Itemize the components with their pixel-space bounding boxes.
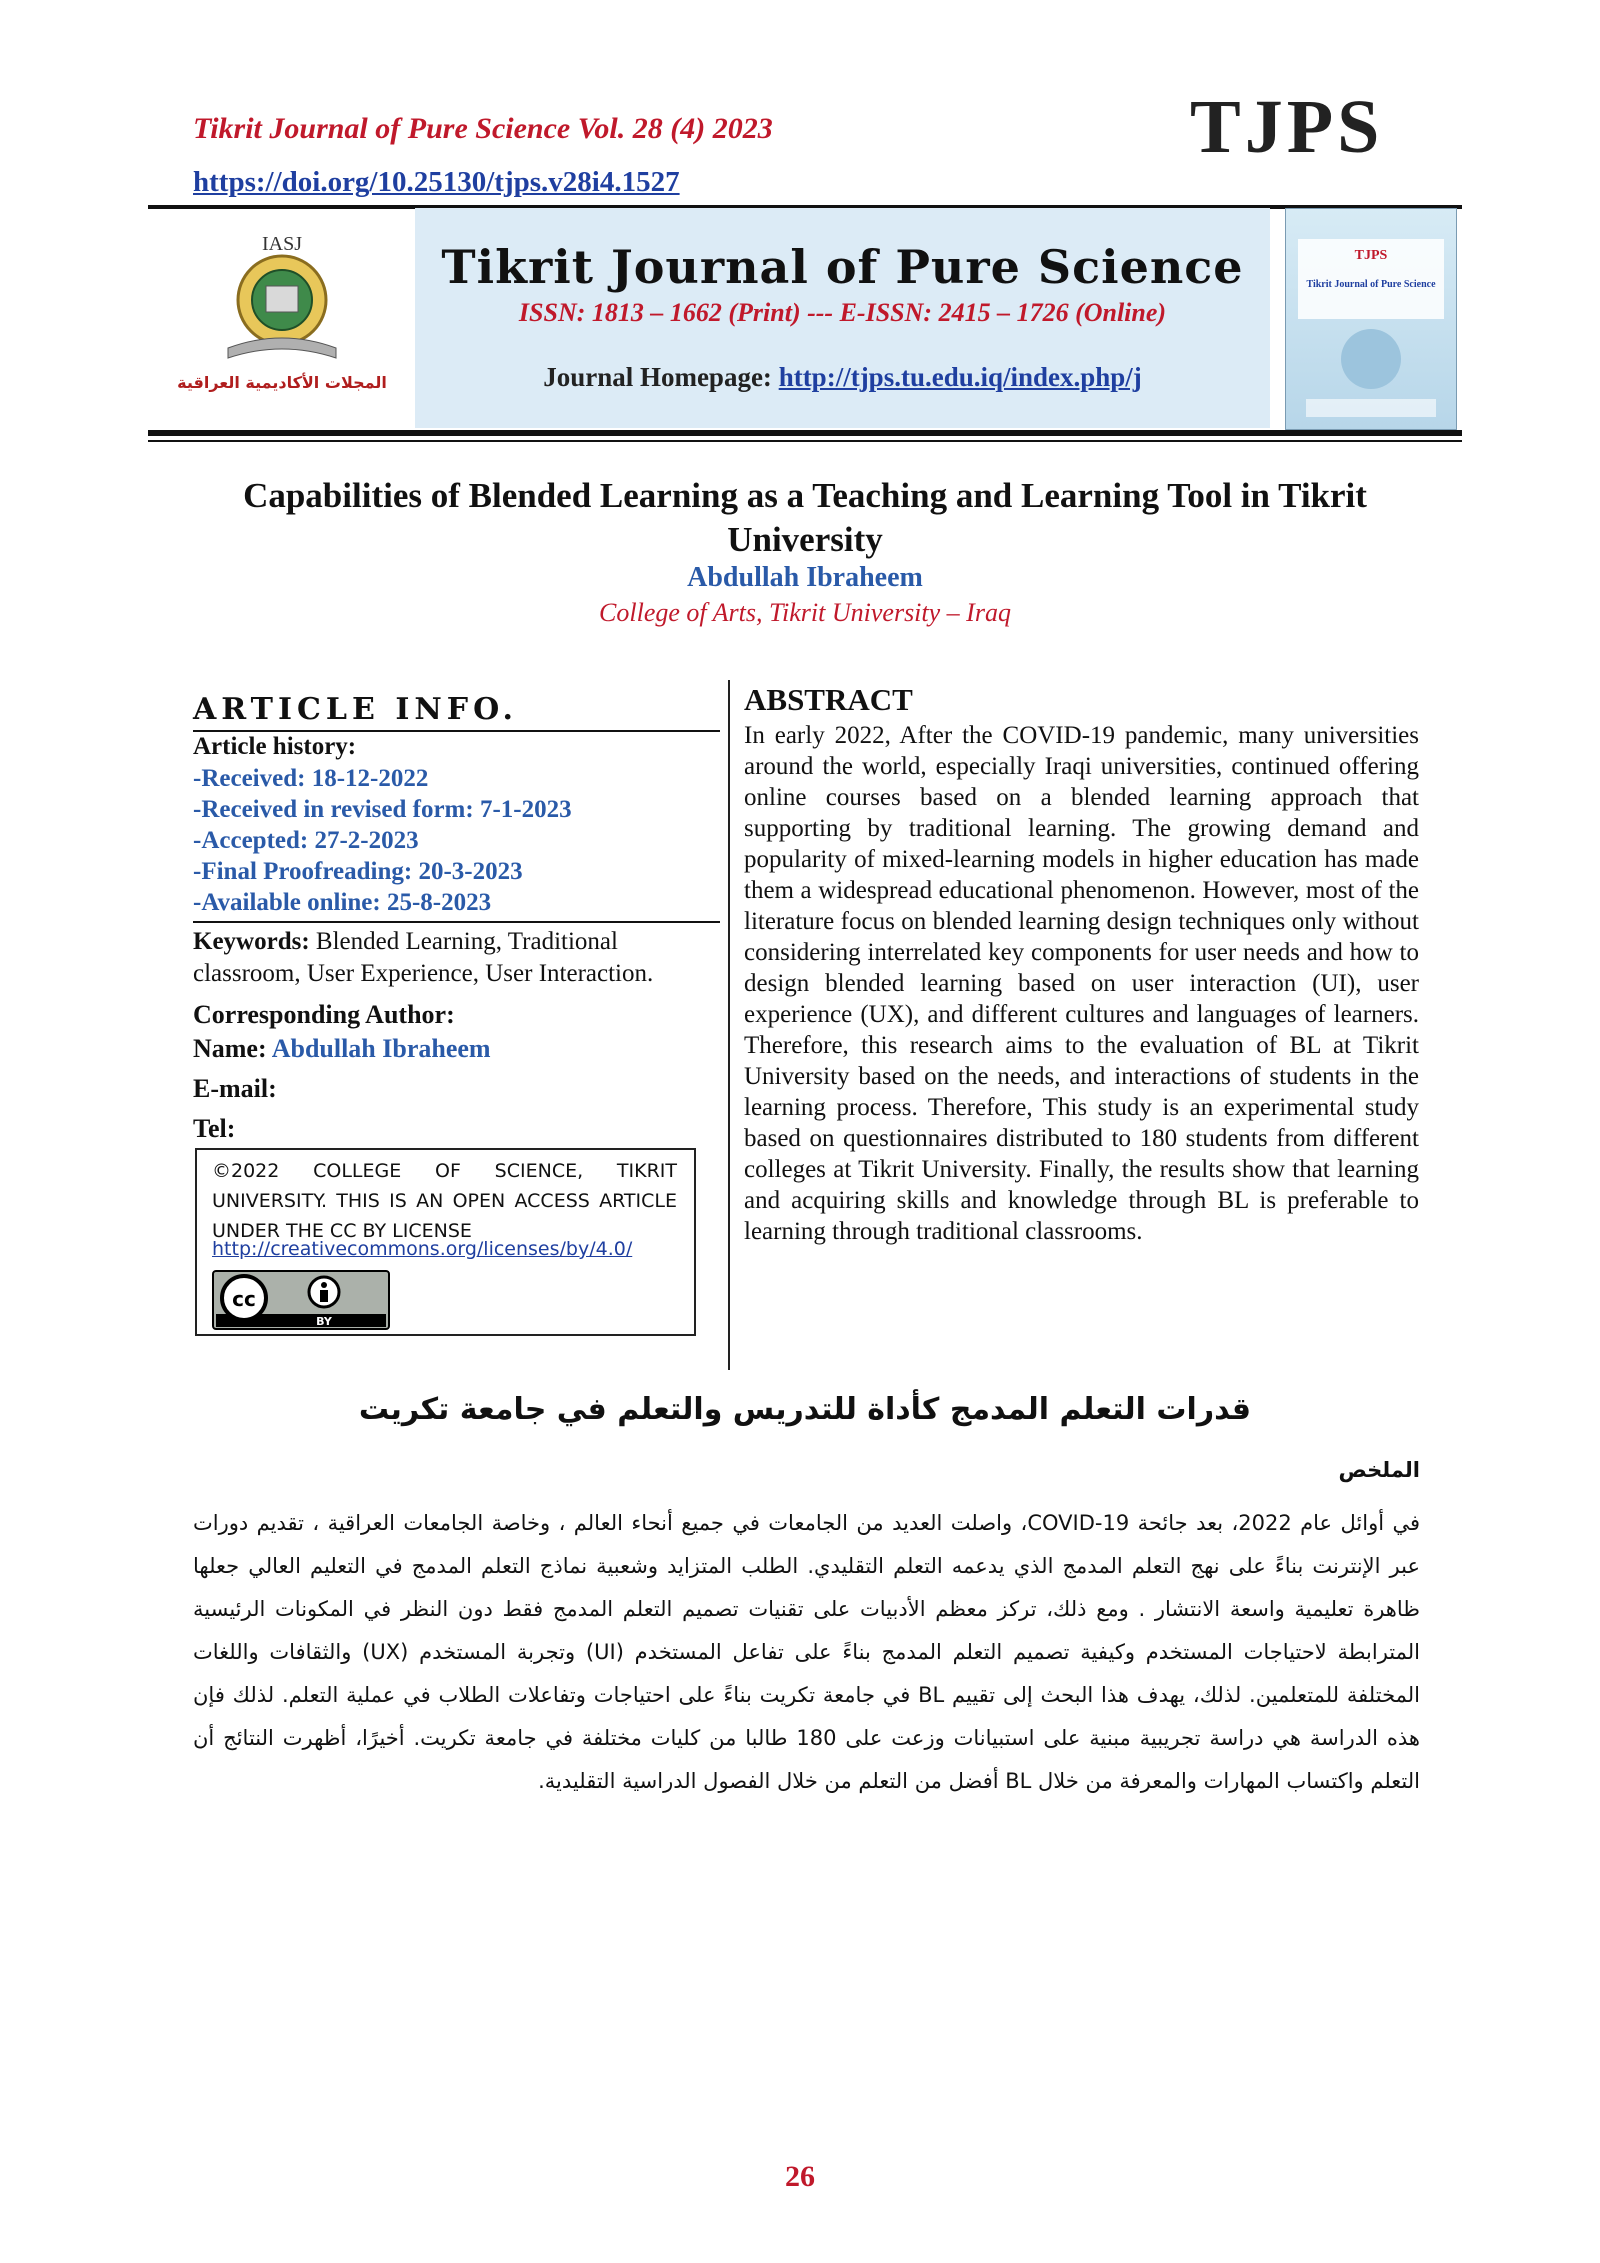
arabic-abstract-heading: الملخص: [1338, 1458, 1420, 1482]
arabic-title: قدرات التعلم المدمج كأداة للتدريس والتعلم في جامعة تكريت: [358, 1392, 1252, 1427]
journal-homepage: [415, 362, 1270, 393]
abstract-heading: ABSTRACT: [744, 682, 913, 717]
journal-line: Tikrit Journal of Pure Science Vol. 28 (4) 2023: [193, 112, 773, 145]
banner-title: Tikrit Journal of Pure Science: [441, 240, 1244, 294]
author-name: Abdullah Ibraheem: [687, 562, 923, 593]
cover-title: Tikrit Journal of Pure Science: [1306, 279, 1436, 290]
email-label: E-mail:: [193, 1074, 277, 1103]
column-divider: [728, 680, 730, 1370]
license-link[interactable]: http://creativecommons.org/licenses/by/4.0/: [212, 1238, 633, 1260]
license-text: ©2022 COLLEGE OF SCIENCE, TIKRIT UNIVERSITY. THIS IS AN OPEN ACCESS ARTICLE UNDER THE CC BY LICENSE: [212, 1160, 677, 1242]
arabic-abstract-body: في أوائل عام 2022، بعد جائحة COVID-19، واصلت العديد من الجامعات في جميع أنحاء العالم ، وخاصة الجامعات العراقية ، تقديم دورات عبر الإنترنت بناءً على نهج التعلم المدمج الذي يدعمه التعلم التقليدي. الطلب المتزايد وشعبية نماذج التعلم المدمج في التعليم العالي جعلها ظاهرة تعليمية واسعة الانتشار . ومع ذلك، تركز معظم الأدبيات على تقنيات تصميم التعلم المدمج فقط دون النظر في المكونات الرئيسية المترابطة لاحتياجات المستخدم وكيفية تصميم التعلم المدمج بناءً على تفاعل المستخدم (UI) وتجربة المستخدم (UX) والثقافات واللغات المختلفة للمتعلمين. لذلك، يهدف هذا البحث إلى تقييم BL في جامعة تكريت بناءً على احتياجات وتفاعلات الطلاب في عملية التعلم. لذلك فإن هذه الدراسة هي دراسة تجريبية مبنية على استبيانات وزعت على 180 طالبا من كليات مختلفة في جامعة تكريت. أخيرًا، أظهرت النتائج أن التعلم واكتساب المهارات والمعرفة من خلال BL أفضل من التعلم من خلال الفصول الدراسية التقليدية.: [193, 1511, 1421, 1793]
tel-label: Tel:: [193, 1114, 236, 1143]
history-online: -Available online: 25-8-2023: [193, 889, 492, 916]
abstract-body: In early 2022, After the COVID-19 pandemic, many universities around the world, especially Iraqi universities, continued offering online courses based on a blended learning approach that supporting by traditional learning. The growing demand and popularity of mixed-learning models in higher education has made them a widespread educational phenomenon. However, most of the literature focus on blended learning design techniques only without considering interrelated key components for user needs and how to design blended learning based on user interaction (UI), user experience (UX), and different cultures and languages of learners. Therefore, this research aims to the evaluation of BL at Tikrit University based on the needs, and interactions of students in the learning process. Therefore, This study is an experimental study based on questionnaires distributed to 180 students from different colleges at Tikrit University. Finally, the results show that learning and acquiring skills and knowledge through BL is preferable to learning through traditional classrooms.: [744, 722, 1419, 1245]
keywords-label: Keywords:: [193, 928, 310, 955]
svg-text:cc: cc: [232, 1287, 256, 1311]
journal-cover: [1285, 208, 1457, 430]
keywords: [193, 926, 713, 990]
iasj-logo-arabic: المجلات الأكاديمية العراقية: [177, 373, 387, 392]
history-proofreading: -Final Proofreading: 20-3-2023: [193, 858, 523, 885]
article-history-heading: Article history:: [193, 733, 357, 760]
cover-tag: TJPS: [1354, 248, 1388, 263]
info-rule: [193, 921, 720, 923]
iasj-logo: [158, 228, 406, 398]
article-title: Capabilities of Blended Learning as a Teaching and Learning Tool in Tikrit University: [243, 476, 1367, 559]
issn-line: ISSN: 1813 – 1662 (Print) --- E-ISSN: 2415 – 1726 (Online): [518, 298, 1167, 327]
name-value: Abdullah Ibraheem: [271, 1034, 491, 1063]
homepage-label: Journal Homepage:: [543, 362, 779, 392]
corresponding-name: [193, 1034, 491, 1064]
journal-wordmark: TJPS: [1190, 85, 1384, 169]
corresponding-author-heading: Corresponding Author:: [193, 1000, 455, 1029]
history-received: -Received: 18-12-2022: [193, 765, 429, 792]
banner-rule-thin: [148, 440, 1462, 442]
article-info-heading: ARTICLE INFO.: [193, 692, 518, 727]
cc-by-label: BY: [316, 1315, 332, 1328]
keywords-value: Blended Learning, Traditional classroom, User Experience, User Interaction.: [193, 928, 654, 987]
iasj-logo-text: IASJ: [261, 233, 303, 255]
name-label: Name:: [193, 1034, 272, 1063]
history-accepted: -Accepted: 27-2-2023: [193, 827, 419, 854]
banner-rule-thick: [148, 430, 1462, 436]
doi-link[interactable]: https://doi.org/10.25130/tjps.v28i4.1527: [193, 166, 680, 198]
info-rule: [193, 730, 720, 732]
cc-by-badge[interactable]: [212, 1270, 390, 1330]
page-number: 26: [785, 2160, 815, 2193]
history-revised: -Received in revised form: 7-1-2023: [193, 796, 572, 823]
author-affiliation: College of Arts, Tikrit University – Iraq: [599, 598, 1011, 627]
homepage-link[interactable]: http://tjps.tu.edu.iq/index.php/j: [778, 362, 1142, 392]
